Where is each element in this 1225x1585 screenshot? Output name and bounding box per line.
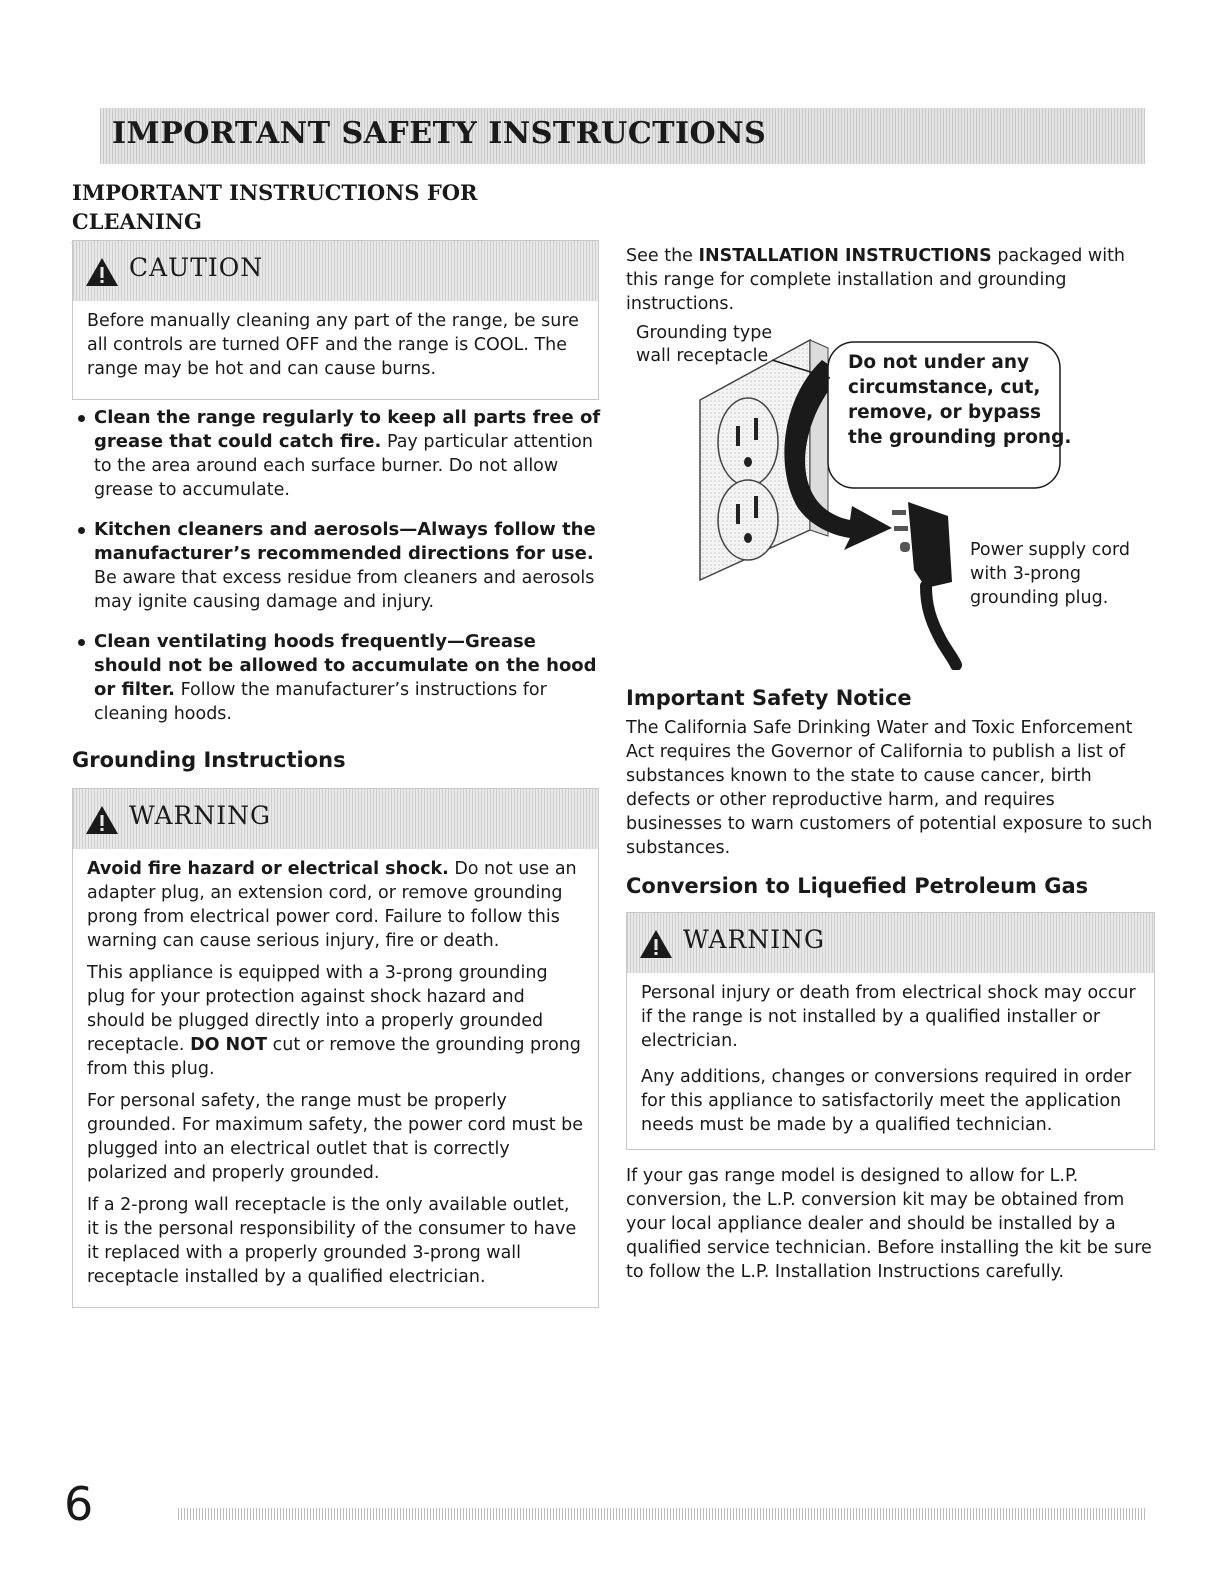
cord-label-line: grounding plug. [970, 588, 1109, 608]
warning-header [627, 913, 1154, 973]
cord-label [970, 538, 1130, 610]
bullet-item [76, 406, 601, 502]
caution-header [73, 241, 598, 301]
bullet-item [76, 630, 601, 726]
cleaning-bullets [76, 406, 601, 726]
bullet-bold: Clean ventilating hoods frequently—Grease should not be allowed to accumulate on the hood or filter. [94, 631, 597, 700]
section-banner [100, 108, 1145, 164]
warning-paragraph [87, 961, 584, 1081]
grounding-figure [630, 320, 1150, 670]
page-number: 6 [64, 1477, 94, 1531]
caution-box [72, 240, 599, 400]
warning-paragraph: For personal safety, the range must be properly grounded. For maximum safety, the power cord must be plugged into an electrical outlet that is correctly polarized and properly grounded. [87, 1091, 584, 1183]
callout-line: remove, or bypass [848, 402, 1042, 423]
lp-text: If your gas range model is designed to allow for L.P. conversion, the L.P. conversion kit may be obtained from your local appliance dealer and should be installed by a qualified service technician. Before installing the kit be sure to follow the L.P. Installation Instructions carefully. [626, 1166, 1152, 1282]
cleaning-heading-line1: IMPORTANT INSTRUCTIONS FOR CLEANING [72, 180, 478, 234]
caution-body [73, 301, 598, 401]
bullet-dot-icon [78, 639, 85, 646]
warning-label: WARNING [683, 925, 825, 954]
grounding-warning-box [72, 788, 599, 1308]
cord-label-line: with 3-prong [970, 564, 1081, 584]
lp-heading: Conversion to Liquefied Petroleum Gas [626, 874, 1089, 898]
warning-header [73, 789, 598, 849]
warning-triangle-icon [85, 805, 119, 835]
warning-label: WARNING [129, 801, 271, 830]
warning-triangle-icon [85, 257, 119, 287]
callout-line: the grounding prong. [848, 427, 1072, 448]
installation-note [626, 244, 1156, 316]
receptacle-label [636, 322, 772, 368]
warning-text: This appliance is equipped with a 3-prong grounding plug for your protection against shock hazard and should be plugged directly into a properly grounded receptacle. [87, 963, 548, 1055]
receptacle-label-line: Grounding type [636, 323, 773, 343]
receptacle-label-line: wall receptacle [636, 346, 769, 366]
bullet-bold: Clean the range regularly to keep all parts free of grease that could catch fire. [94, 407, 601, 452]
bullet-text: Pay particular attention to the area around each surface burner. Do not allow grease to accumulate. [94, 432, 593, 500]
install-bold: INSTALLATION INSTRUCTIONS [698, 246, 992, 266]
caution-label: CAUTION [129, 253, 264, 282]
install-text: packaged with this range for complete installation and grounding instructions. [626, 246, 1126, 314]
notice-text: The California Safe Drinking Water and Toxic Enforcement Act requires the Governor of California to publish a list of substances known to the state to cause cancer, birth defects or other reproductive harm, and requires businesses to warn customers of potential exposure to such substances. [626, 718, 1153, 858]
bullet-dot-icon [78, 527, 85, 534]
grounding-heading: Grounding Instructions [72, 748, 346, 772]
footer-bar [178, 1508, 1145, 1520]
lp-warning-box [626, 912, 1155, 1150]
warning-body [73, 849, 598, 1309]
warning-text: cut or remove the grounding prong from this plug. [87, 1035, 581, 1079]
warning-bold: Avoid fire hazard or electrical shock. [87, 859, 449, 879]
bullet-item [76, 518, 601, 614]
bullet-text: Be aware that excess residue from cleaners and aerosols may ignite causing damage and injury. [94, 568, 595, 612]
bullet-bold: Kitchen cleaners and aerosols—Always follow the manufacturer’s recommended directions for use. [94, 519, 596, 564]
banner-title: IMPORTANT SAFETY INSTRUCTIONS [112, 116, 767, 151]
notice-heading: Important Safety Notice [626, 686, 912, 710]
callout-line: circumstance, cut, [848, 377, 1041, 398]
warning-bold: DO NOT [190, 1035, 268, 1055]
cord-label-line: Power supply cord [970, 540, 1131, 560]
warning-paragraph [87, 857, 584, 953]
install-text: See the [626, 246, 693, 266]
warning-text: Do not use an adapter plug, an extension cord, or remove grounding prong from electrical power cord. Failure to follow this warning can cause serious injury, fire or death. [87, 859, 577, 951]
warning-triangle-icon [639, 929, 673, 959]
warning-paragraph: If a 2-prong wall receptacle is the only available outlet, it is the personal responsibility of the consumer to have it replaced with a properly grounded 3-prong wall receptacle installed by a qualified electrician. [87, 1195, 577, 1287]
warning-paragraph: Any additions, changes or conversions required in order for this appliance to satisfactorily meet the application needs must be made by a qualified technician. [641, 1067, 1132, 1135]
warning-body [627, 973, 1154, 1157]
caution-text: Before manually cleaning any part of the range, be sure all controls are turned OFF and the range is COOL. The range may be hot and can cause burns. [87, 311, 579, 379]
bullet-dot-icon [78, 415, 85, 422]
callout-line: Do not under any [848, 352, 1030, 373]
grounding-callout [848, 350, 1071, 450]
bullet-text: Follow the manufacturer’s instructions for cleaning hoods. [94, 680, 547, 724]
warning-paragraph: Personal injury or death from electrical shock may occur if the range is not installed by a qualified installer or electrician. [641, 983, 1136, 1051]
